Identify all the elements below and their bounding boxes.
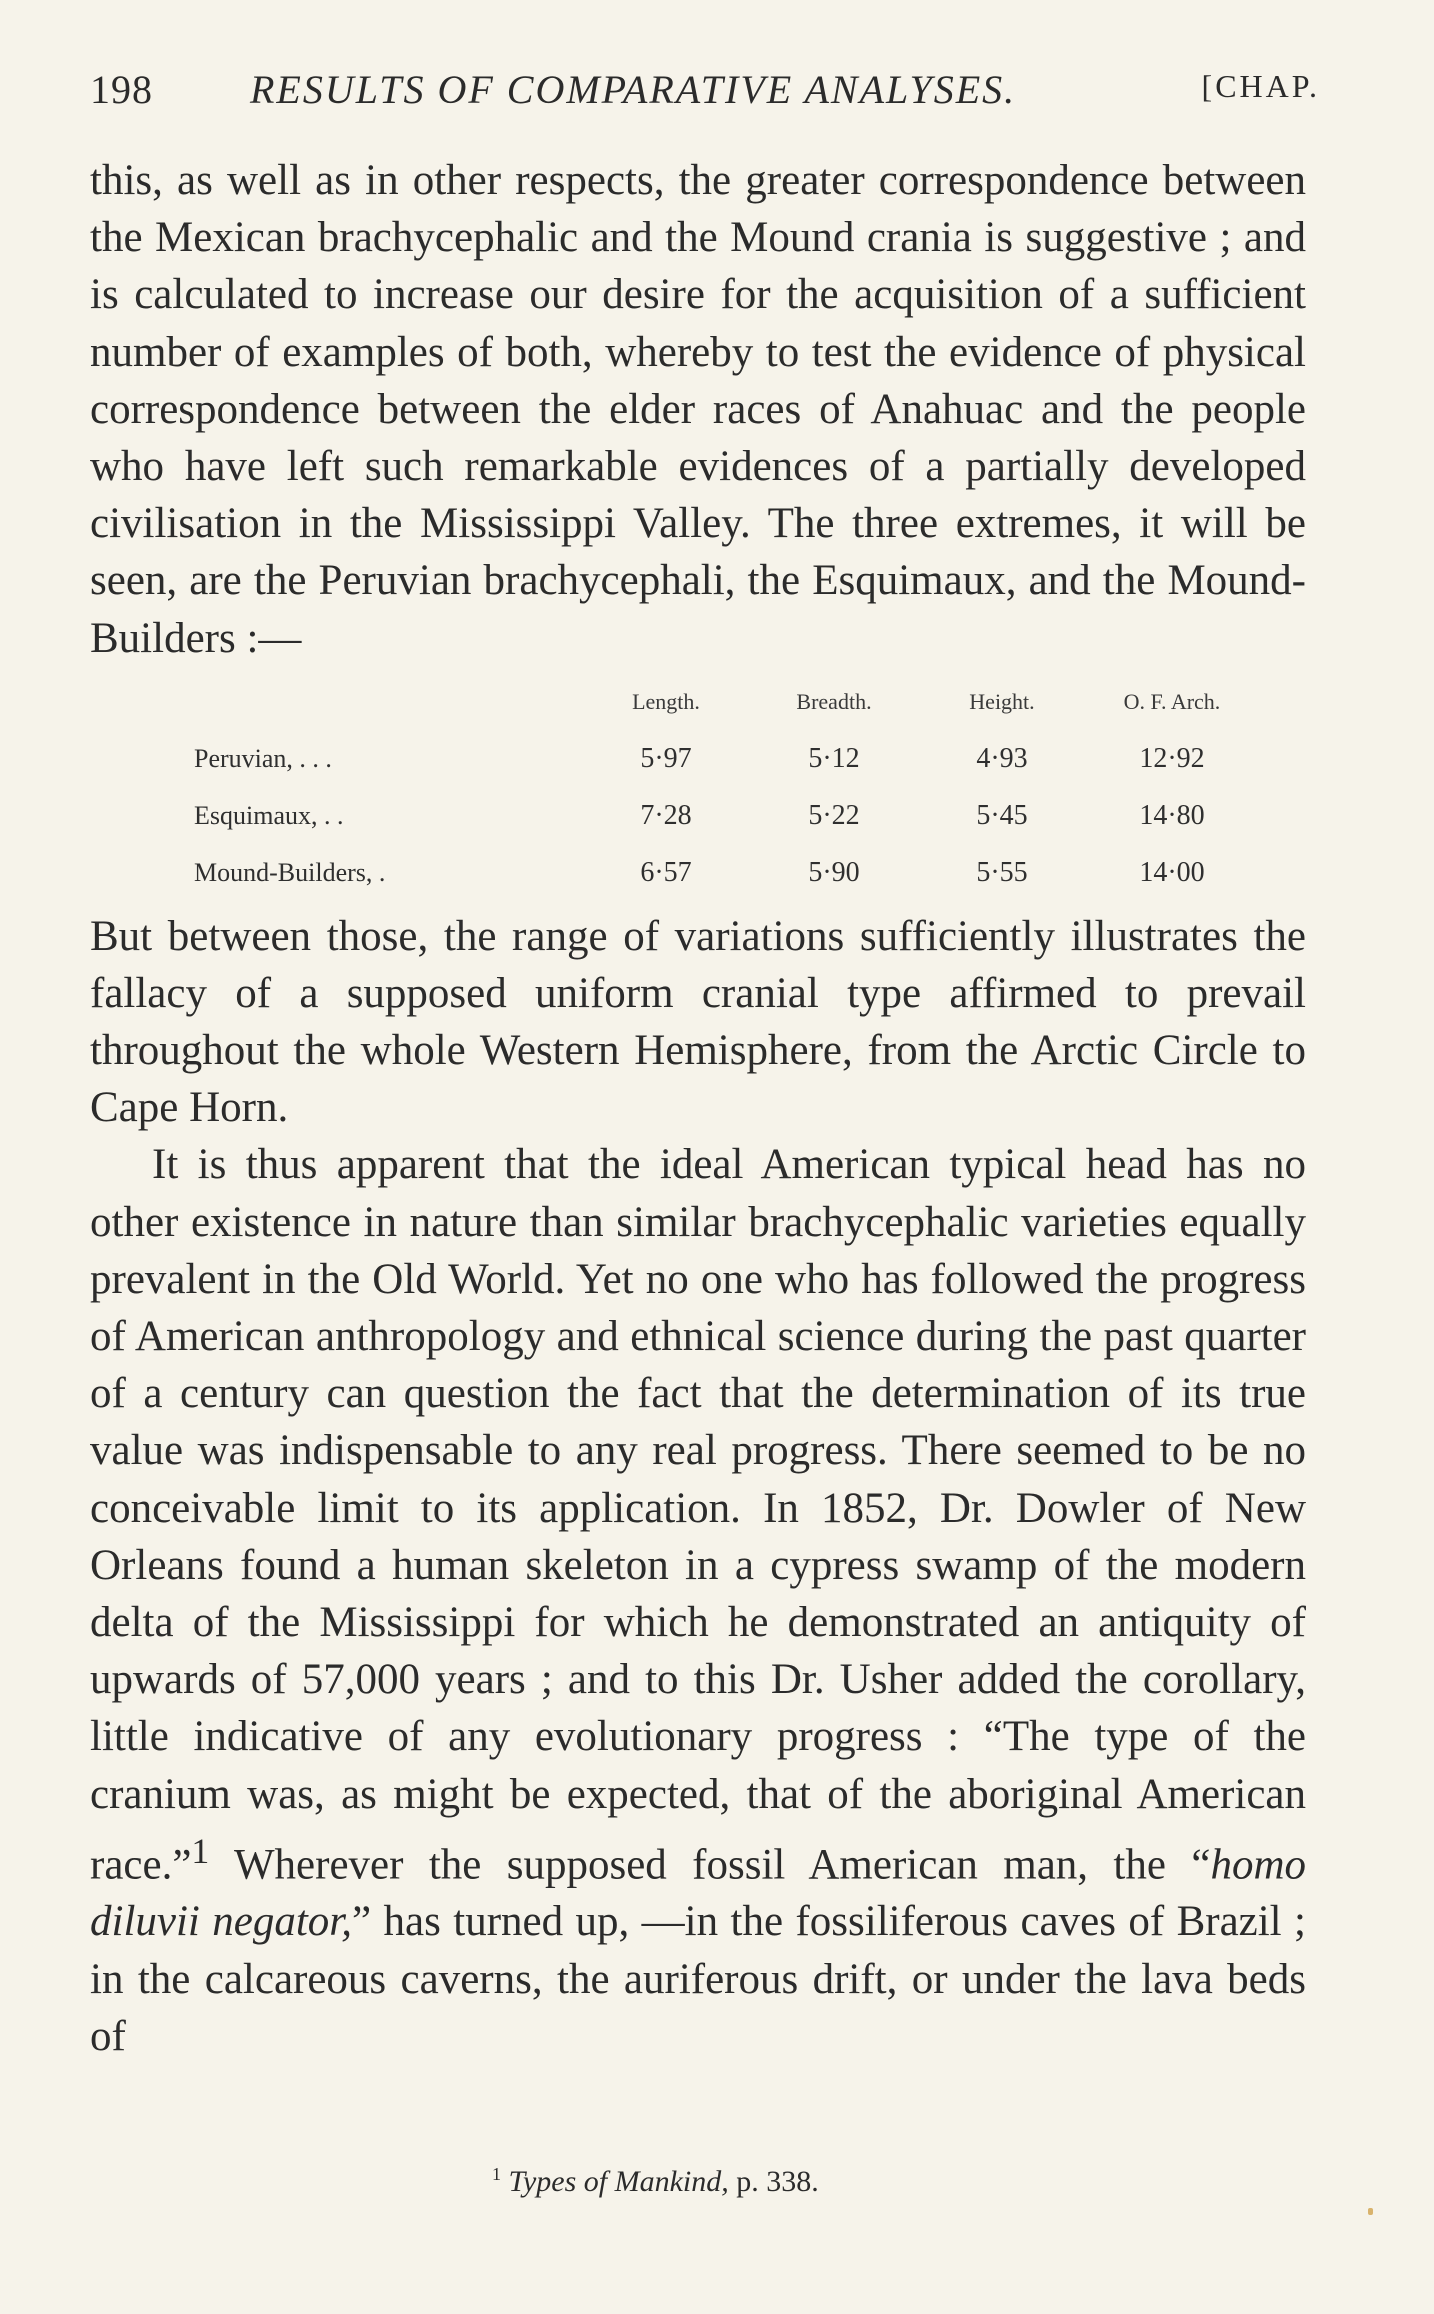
paper-speck	[1368, 2208, 1373, 2215]
cell-arch: 12·92	[1139, 743, 1205, 775]
running-head	[90, 66, 1320, 126]
table-row	[194, 787, 1258, 844]
cell-height: 5·45	[976, 800, 1028, 832]
paragraph-continued: this, as well as in other respects, the greater correspondence between the Mexican brachycephalic and the Mound crania is suggestive ; and is calculated to increase our desire for the acquisition of a sufficient number of examples of both, whereby to test the evidence of physical correspondence between the elder races of Anahuac and the people who have left such remarkable evidences of a partially developed civilisation in the Mississippi Valley. The three extremes, it will be seen, are the Peruvian brachycephali, the Esquimaux, and the Mound-Builders :—	[90, 157, 1306, 662]
footnote-title: Types of Mankind,	[508, 2165, 729, 2198]
cranial-measurements-table	[90, 673, 1306, 902]
table-header-height: Height.	[969, 688, 1035, 714]
row-label: Peruvian, . . .	[194, 744, 332, 774]
running-title: RESULTS OF COMPARATIVE ANALYSES.	[250, 67, 1017, 112]
paragraph: But between those, the range of variations sufficiently illustrates the fallacy of a supposed uniform cranial type affirmed to prevail throughout the whole Western Hemisphere, from the Arctic Circle to Cape Horn.	[90, 912, 1306, 1132]
table-row	[194, 730, 1258, 787]
body-text	[90, 152, 1306, 2065]
cell-length: 7·28	[640, 800, 692, 832]
paragraph-text: ” has turned up, —in the fossiliferous caves of Brazil ; in the calcareous caverns, the auriferous drift, or under the lava beds of	[90, 1898, 1306, 2060]
cell-breadth: 5·90	[808, 857, 860, 889]
row-label: Esquimaux, . .	[194, 801, 344, 831]
footnote-reference: 1	[191, 1830, 210, 1871]
table-header-breadth: Breadth.	[796, 688, 872, 714]
footnote-page: p. 338.	[728, 2165, 819, 2198]
table-header-arch: O. F. Arch.	[1123, 688, 1221, 714]
latin-phrase: homo diluvii negator,	[90, 1841, 1306, 1946]
cell-arch: 14·00	[1139, 857, 1205, 889]
table-header-row	[194, 673, 1258, 730]
footnote-marker: 1	[492, 2164, 501, 2184]
cell-length: 5·97	[640, 743, 692, 775]
table-header-length: Length.	[632, 688, 700, 714]
table-header-label	[194, 673, 582, 730]
cell-height: 5·55	[976, 857, 1028, 889]
cell-breadth: 5·12	[808, 743, 860, 775]
paragraph-text: It is thus apparent that the ideal American typical head has no other existence in nature than similar brachycephalic varieties equally prevalent in the Old World. Yet no one who has followed the progress of American anthropology and ethnical science during the past quarter of a century can question the fact that the determination of its true value was indispensable to any real progress. There seemed to be no conceivable limit to its application. In 1852, Dr. Dowler of New Orleans found a human skeleton in a cypress swamp of the modern delta of the Mississippi for which he demonstrated an antiquity of upwards of 57,000 years ; and to this Dr. Usher added the corollary, little indicative of any evolutionary progress : “The type of the cranium was, as might be expected, that of the aboriginal American race.”	[90, 1141, 1306, 1889]
paragraph	[90, 1136, 1306, 2065]
row-label: Mound-Builders, .	[194, 858, 386, 888]
cell-height: 4·93	[976, 743, 1028, 775]
chapter-mark: [CHAP.	[1201, 68, 1320, 104]
table-row	[194, 844, 1258, 901]
paragraph-text: Wherever the supposed fossil American man, the “	[209, 1841, 1211, 1889]
footnote	[492, 2164, 819, 2199]
page-number: 198	[90, 67, 153, 112]
cell-length: 6·57	[640, 857, 692, 889]
cell-breadth: 5·22	[808, 800, 860, 832]
cell-arch: 14·80	[1139, 800, 1205, 832]
